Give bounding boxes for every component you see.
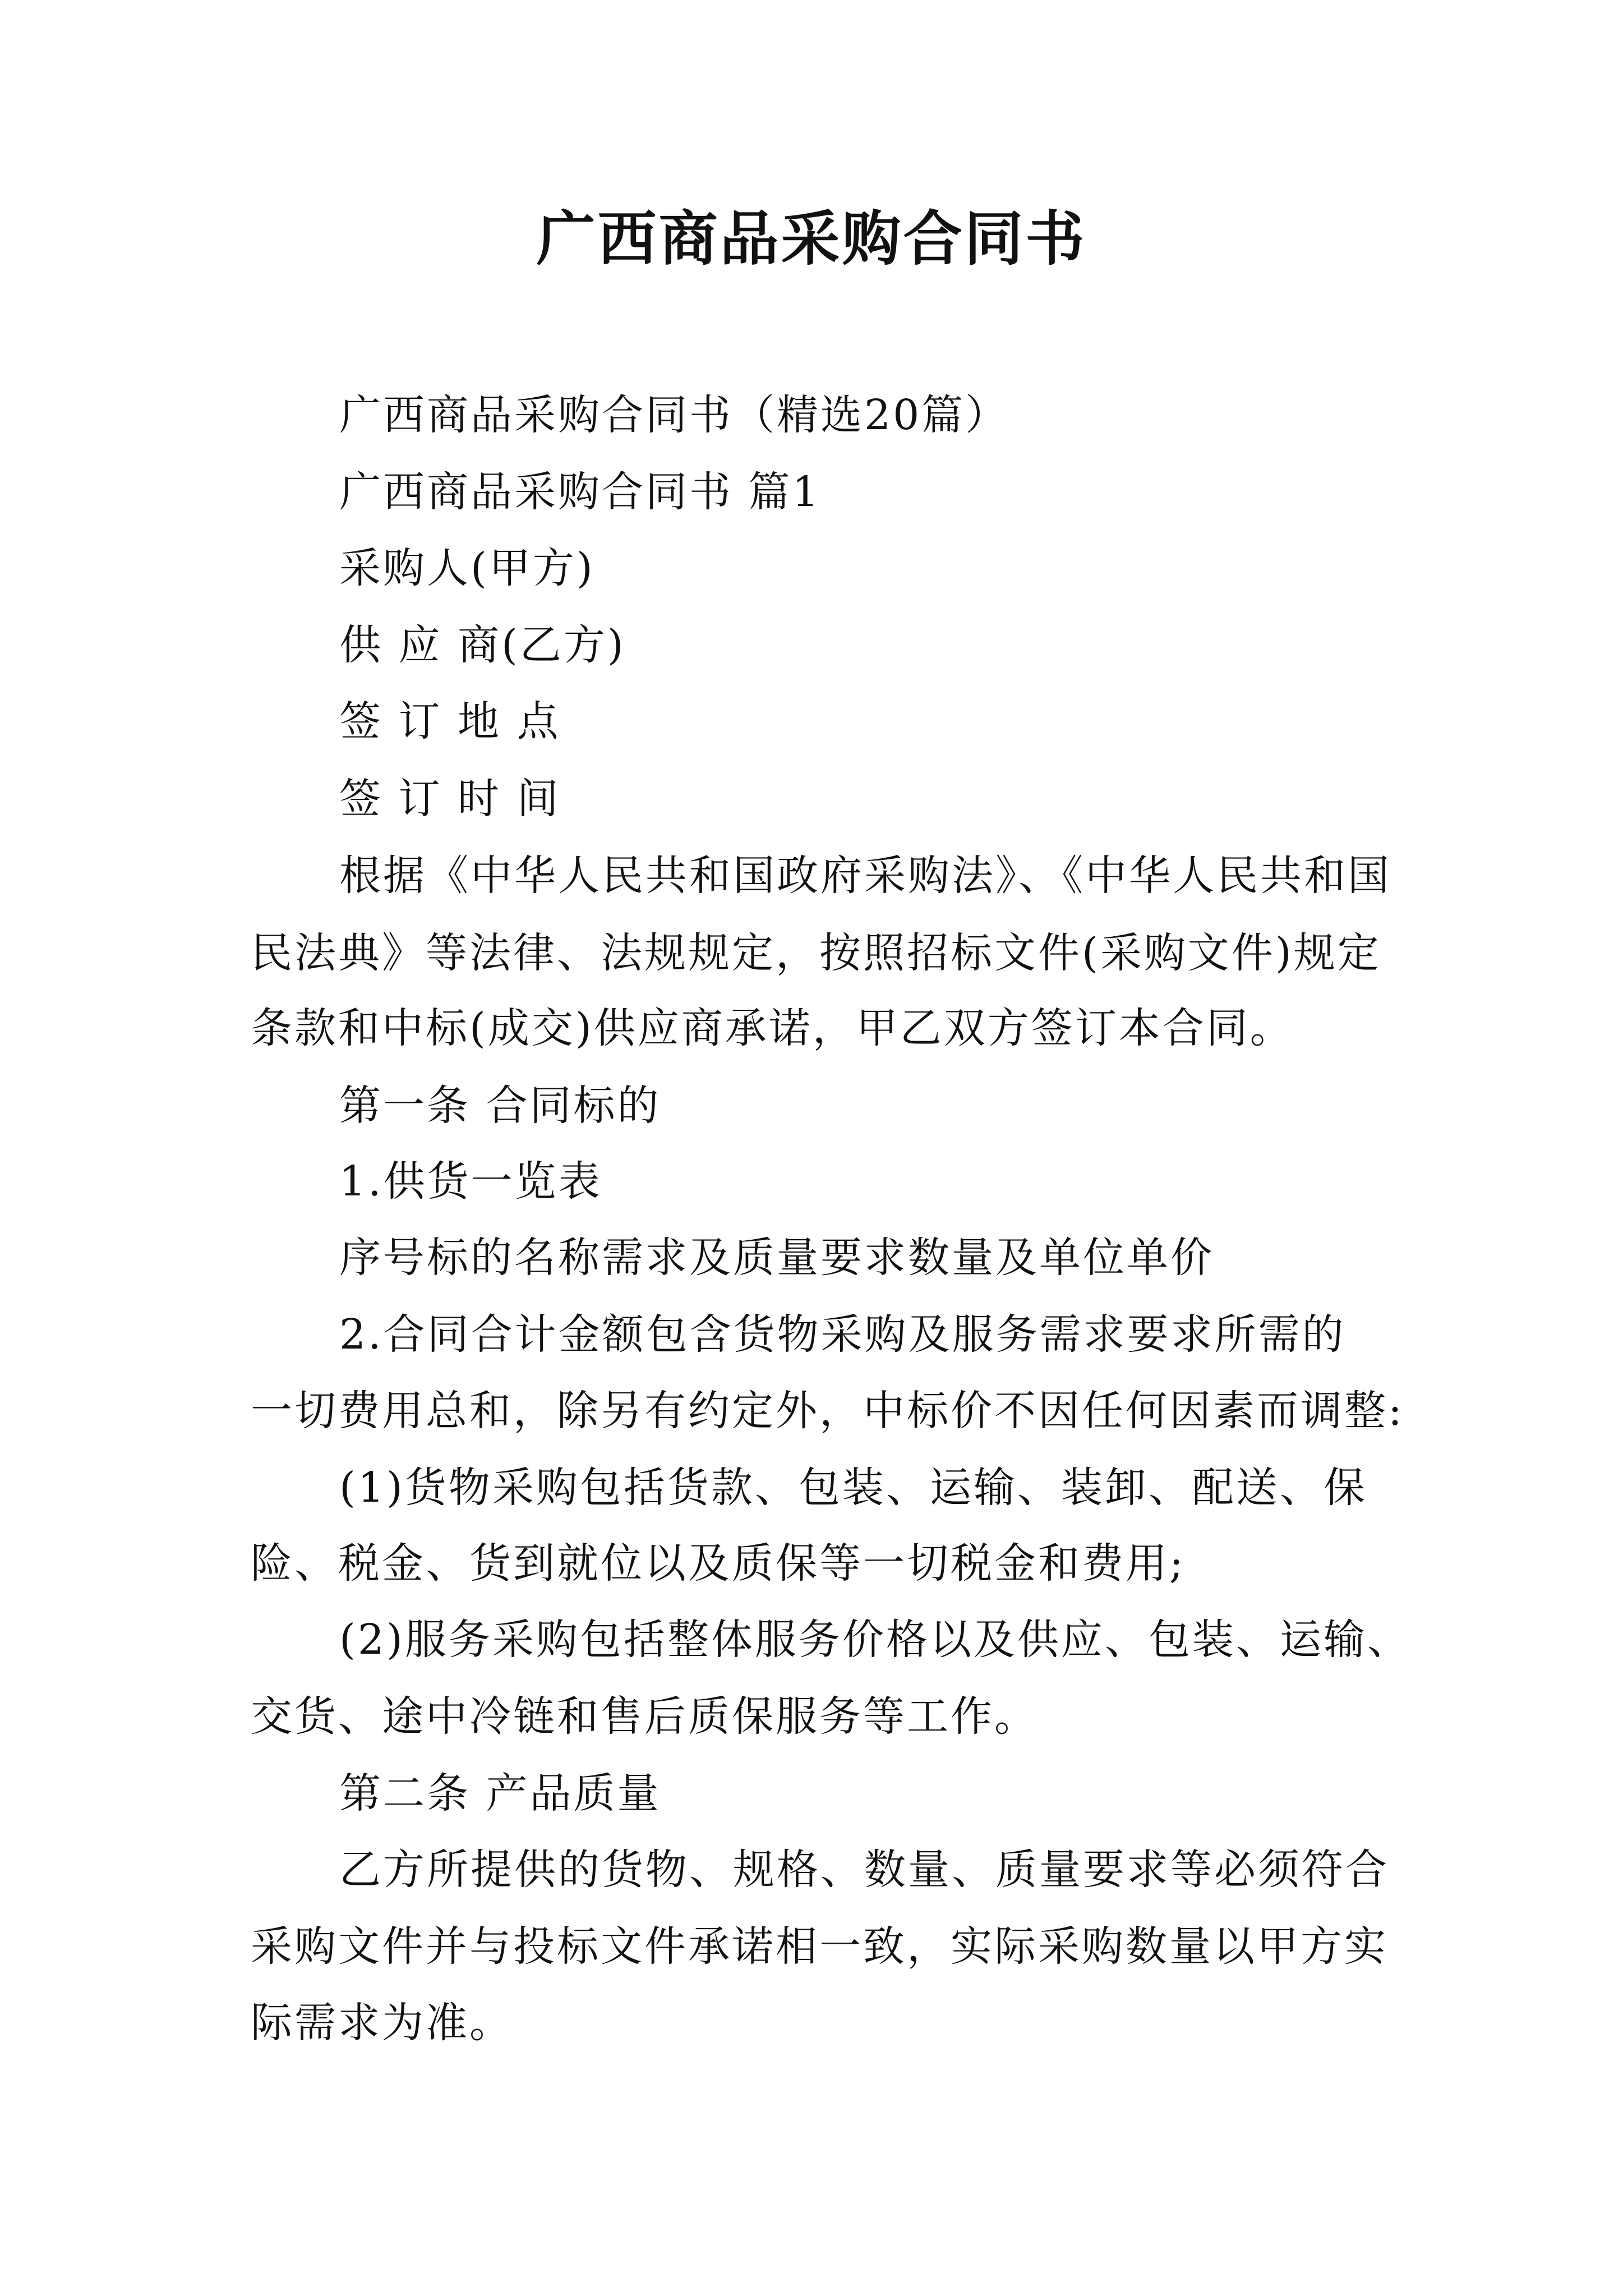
party-b-label: 供 应 商(乙方) — [339, 621, 626, 669]
signing-time-label: 签 订 时 间 — [339, 775, 561, 823]
paragraph-line: 乙方所提供的货物、规格、数量、质量要求等必须符合 — [339, 1846, 1389, 1894]
paragraph-line: 条款和中标(成交)供应商承诺，甲乙双方签订本合同。 — [251, 1004, 1294, 1052]
clause-heading: 第二条 产品质量 — [339, 1769, 661, 1818]
paragraph-line: (1)货物采购包括货款、包装、运输、装卸、配送、保 — [339, 1464, 1367, 1512]
clause-heading: 第一条 合同标的 — [339, 1082, 661, 1130]
paragraph-line: 险、税金、货到就位以及质保等一切税金和费用; — [251, 1539, 1186, 1588]
paragraph-line: 2.合同合计金额包含货物采购及服务需求要求所需的 — [339, 1310, 1346, 1359]
paragraph-line: (2)服务采购包括整体服务价格以及供应、包装、运输、 — [339, 1616, 1411, 1664]
list-item: 1.供货一览表 — [339, 1157, 602, 1205]
signing-place-label: 签 订 地 点 — [339, 697, 561, 746]
paragraph-line: 际需求为准。 — [251, 1999, 513, 2047]
paragraph-line: 一切费用总和，除另有约定外，中标价不因任何因素而调整: — [251, 1387, 1404, 1435]
paragraph-line: 采购文件并与投标文件承诺相一致，实际采购数量以甲方实 — [251, 1922, 1388, 1971]
article-heading: 广西商品采购合同书 篇1 — [339, 468, 821, 516]
party-a-label: 采购人(甲方) — [339, 544, 595, 592]
paragraph-line: 民法典》等法律、法规规定，按照招标文件(采购文件)规定 — [251, 929, 1381, 977]
table-header-text: 序号标的名称需求及质量要求数量及单位单价 — [339, 1234, 1214, 1282]
subtitle: 广西商品采购合同书（精选20篇） — [339, 391, 1009, 439]
document-title: 广西商品采购合同书 — [536, 204, 1087, 273]
paragraph-line: 交货、途中冷链和售后质保服务等工作。 — [251, 1692, 1038, 1741]
paragraph-line: 根据《中华人民共和国政府采购法》、《中华人民共和国 — [339, 852, 1391, 900]
